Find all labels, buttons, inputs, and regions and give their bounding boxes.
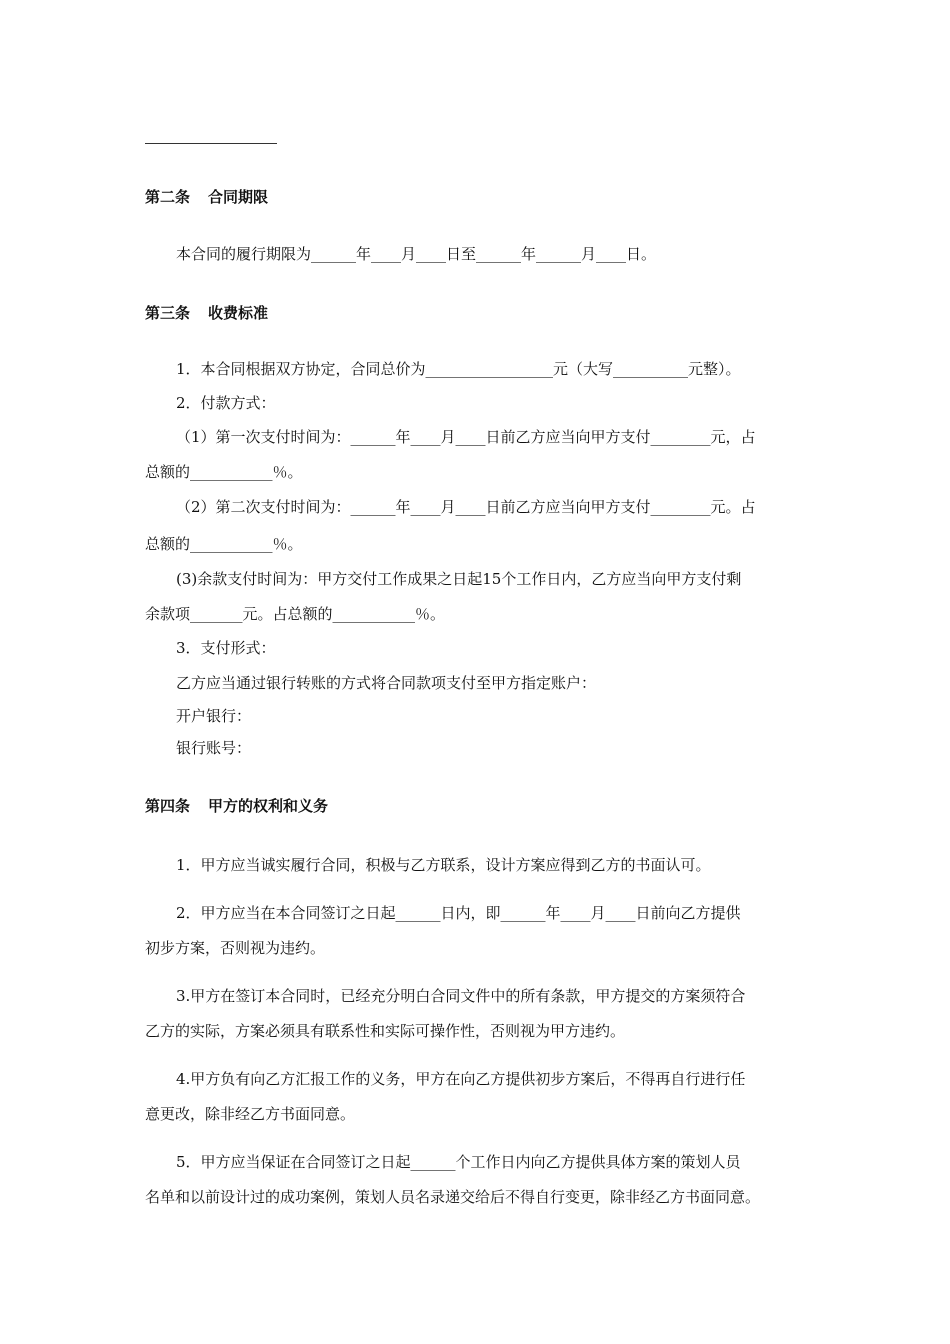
paragraph: 名单和以前设计过的成功案例，策划人员名录递交给后不得自行变更，除非经乙方书面同意。 [145,1188,761,1206]
paragraph: (3)余款支付时间为：甲方交付工作成果之日起15个工作日内，乙方应当向甲方支付剩 [176,570,742,588]
paragraph: 初步方案，否则视为违约。 [145,939,326,957]
paragraph: 3.甲方在签订本合同时，已经充分明白合同文件中的所有条款，甲方提交的方案须符合 [176,987,746,1005]
article-title: 合同期限 [208,188,269,206]
paragraph: 银行账号： [176,739,252,757]
paragraph: （1）第一次支付时间为：______年____月____日前乙方应当向甲方支付________元，占 [176,428,756,446]
article-number: 第三条 [145,304,191,322]
article-title: 收费标准 [208,304,269,322]
paragraph: 3．支付形式： [176,639,276,657]
paragraph: 乙方应当通过银行转账的方式将合同款项支付至甲方指定账户： [176,674,597,692]
article-3-heading [145,302,268,323]
article-number: 第四条 [145,797,191,815]
paragraph: （2）第二次支付时间为：______年____月____日前乙方应当向甲方支付________元。占 [176,498,756,516]
paragraph: 1．本合同根据双方协定，合同总价为_________________元（大写__________元整）。 [176,360,741,378]
article-2-heading [145,186,268,207]
paragraph: 意更改，除非经乙方书面同意。 [145,1105,356,1123]
paragraph: 1．甲方应当诚实履行合同，积极与乙方联系，设计方案应得到乙方的书面认可。 [176,856,711,874]
paragraph: 总额的___________％。 [145,463,303,481]
paragraph: 4.甲方负有向乙方汇报工作的义务，甲方在向乙方提供初步方案后，不得再自行进行任 [176,1070,746,1088]
paragraph: 余款项_______元。占总额的___________％。 [145,605,446,623]
paragraph: 总额的___________％。 [145,535,303,553]
paragraph: 开户银行： [176,707,252,725]
article-number: 第二条 [145,188,191,206]
article-4-heading [145,795,328,816]
paragraph: 本合同的履行期限为______年____月____日至______年______月____日。 [176,245,657,263]
paragraph: 5．甲方应当保证在合同签订之日起______个工作日内向乙方提供具体方案的策划人员 [176,1153,741,1171]
paragraph: 2．甲方应当在本合同签订之日起______日内，即______年____月____日前向乙方提供 [176,904,741,922]
blank-line [145,143,277,144]
paragraph: 乙方的实际，方案必须具有联系性和实际可操作性，否则视为甲方违约。 [145,1022,626,1040]
paragraph: 2．付款方式： [176,394,276,412]
article-title: 甲方的权利和义务 [208,797,329,815]
